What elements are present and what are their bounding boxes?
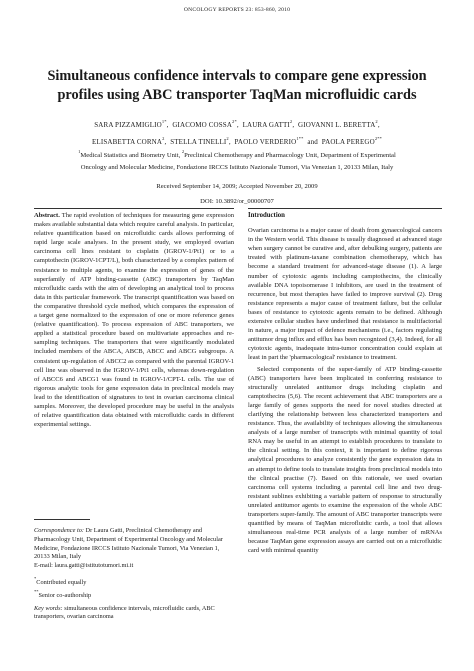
keywords-label: Key words: [34, 604, 63, 612]
affiliation-mark: 2 [181, 149, 185, 154]
affiliation-line-1 [28, 146, 446, 162]
correspondence-email: E-mail: laura.gatti@istitutotumori.mi.it [34, 562, 134, 570]
introduction-column [248, 211, 442, 555]
running-head: ONCOLOGY REPORTS 23: 853-860, 2010 [183, 7, 291, 13]
abstract-label: Abstract. [34, 212, 60, 219]
author-name: GIACOMO COSSA [172, 121, 233, 129]
author-name: LAURA GATTI [242, 121, 290, 129]
author-affiliation-mark: 2 [289, 119, 293, 124]
correspondence [34, 527, 234, 571]
affiliation-text: Medical Statistics and Biometry Unit, [80, 152, 182, 159]
author-name: SARA PIZZAMIGLIO [94, 121, 162, 129]
title-line-1: Simultaneous confidence intervals to compare gene expression [47, 68, 427, 84]
abstract-text: The rapid evolution of techniques for measuring gene expression makes available substantial data which require careful analysis. In particular, relative quantification based on microfluidic cards allows performing of rapid large scale analyses. In the present study, we employed ovarian carcinoma cell lines resistant to cisplatin (IGROV-1/Pt1) or to a camptothecin (IGROV-1CPT/L), both characterized by a complex pattern of resistance to multiple agents, to examine the expression of genes of the superfamily of ATP binding-cassette (ABC) transporters by TaqMan microfluidic cards with the aim of developing an analytical tool to process data in this particular framework. The transcript quantification was based on the comparative threshold cycle method, which compares the expression of a target gene normalized to the expression of one or more reference genes (relative quantification). To process expression of ABC transporters, we applied a statistical procedure based on multivariate approaches and re-sampling techniques. The transporters that were significantly modulated included members of the ABCA, ABCB, ABCC and ABCG subgroups. A consistent up-regulation of ABCC2 as compared with the parental IGROV-1 cell line was observed in the IGROV-1/Pt1 cells, whereas down-regulation of ABCC6 and ABCG1 was found in IGROV-1/CPT-L cells. The use of rigorous analytic tools for gene expression data in preclinical models may lead to the identification of signatures to test in ovarian carcinoma clinical samples. Moreover, the developed procedure may be useful in the analysis of relative quantification data obtained with microfluidic cards in different experimental settings. [34, 212, 234, 429]
author-name: GIOVANNI L. BERETTA [298, 121, 376, 129]
author-name: ELISABETTA CORNA [91, 138, 163, 146]
footnotes [34, 527, 234, 626]
author-conjunction: and [307, 138, 318, 146]
correspondence-text: Dr Laura Gatti, Preclinical Chemotherapy and Pharmacology Unit, Department of Experimental Oncology and Molecular Medicine, Fondazione IRCCS Istituto Nazionale Tumori, Via Venezian 1, 20133 Milan, Italy [34, 527, 223, 561]
contributed-equally-note: Contributed equally [36, 578, 87, 586]
introduction-top-rule [248, 208, 442, 209]
author-list [20, 115, 454, 149]
note-mark: * [34, 575, 37, 581]
senior-coauthorship-note: Senior co-authorship [38, 591, 92, 599]
author-notes [34, 575, 234, 601]
received-accepted-dates: Received September 14, 2009; Accepted November 20, 2009 [156, 183, 318, 190]
correspondence-label: Correspondence to: [34, 527, 84, 534]
author-name: PAOLA PEREGO [321, 138, 375, 146]
note-mark: ** [34, 588, 39, 594]
author-affiliation-mark: 2 [375, 119, 378, 124]
abstract-column [34, 211, 234, 429]
article-title [20, 67, 454, 104]
affiliation-text: Preclinical Chemotherapy and Pharmacology Unit, Department of Experimental [184, 152, 396, 159]
introduction-heading: Introduction [248, 212, 285, 219]
author-affiliation-mark: 2* [232, 119, 237, 124]
author-affiliation-mark: 1** [296, 136, 304, 141]
author-affiliation-mark: 1* [161, 119, 167, 124]
introduction-paragraph-1: Ovarian carcinoma is a major cause of death from gynaecological cancers in the Western world. This disease is usually diagnosed at advanced stage when surgery cannot be curative and, after debulking surgery, patients are treated with platinum-taxane combination chemotherapy, which has become a standard treatment for advanced-stage disease (1). A large number of cytotoxic agents including camptothecins, the clinically available DNA topoisomerase I inhibitors, are used in the treatment of recurrence, but most therapies have failed to improve survival (2). Drug resistance represents a major cause of treatment failure, but the cellular bases of resistance to cytotoxic agents remain to be defined. Although extensive cellular studies have underlined that resistance is multifactorial in nature, a major impact of defence mechanisms (i.e., factors regulating antitumor drug influx and efflux has been recognized (3,4). Indeed, for all cytotoxic agents, inadequate intra-tumor concentration could explain at least in part the 'pharmacological' resistance to treatment. [248, 227, 442, 362]
introduction-paragraph-2: Selected components of the super-family of ATP binding-cassette (ABC) transporters have been implicated in conferring resistance to structurally unrelated antitumor drugs including cisplatin and camptothecins (5,6). The recent achievement that ABC transporters are a large family of genes supports the need for novel studies directed at clarifying the relationship between less characterized transporters and resistance. Thus, the availability of techniques allowing the simultaneous analysis of a large number of transcripts with minimal quantity of total RNA may be useful in an attempt to establish procedures to translate to the clinical setting. In this context, it is important to define rigorous analytical procedures to analyze consistently the gene expression data in an attempt to define tools to translate insights from preclinical models into the clinical practise (7). Based on this rationale, we used ovarian carcinoma cell systems including a parental cell line and two drug-resistant sublines exhibiting a variable pattern of response to structurally unrelated antitumor agents to examine the expression of the whole ABC transporters super-family. The amount of ABC transporter transcripts were quantified by means of TaqMan microfluidic cards, a tool that allows simultaneous real-time PCR analysis of a large number of mRNAs because TaqMan gene expression assays are carried out on a microfluidic card with minimal quantity [248, 365, 442, 555]
author-affiliation-mark: 2 [226, 136, 229, 141]
footnote-rule [34, 519, 90, 520]
title-line-2: profiles using ABC transporter TaqMan microfluidic cards [57, 86, 417, 103]
author-affiliation-mark: 2 [162, 136, 165, 141]
affiliations [28, 146, 446, 174]
abstract [34, 211, 234, 429]
keywords [34, 605, 234, 623]
author-line-1: SARA $PIZZAMIGLIO^{1*}$, GIACOMO $COSSA^{2*}$, LAURA GATTI$^2$, GIOVANNI L. BERETTA$^2$, [94, 119, 380, 129]
affiliation-line-2: Oncology and Molecular Medicine, Fondazione IRCCS Istituto Nazionale Tumori, Via Venezian 1, 20133 Milan, Italy [80, 164, 394, 171]
author-name: PAOLO VERDERIO [234, 138, 297, 146]
keywords-text: simultaneous confidence intervals, microfluidic cards, ABC transporters, ovarian carcinoma [34, 604, 215, 621]
author-name: STELLA TINELLI [170, 138, 227, 146]
author-affiliation-mark: 2** [374, 136, 383, 141]
doi: DOI: 10.3892/or_00000707 [200, 198, 274, 205]
abstract-top-rule [34, 208, 234, 209]
author-line-2: ELISABETTA CORNA$^2$, STELLA TINELLI$^2$, PAOLO $VERDERIO^{1**}$ and PAOLA $PEREGO^{2**}$ [91, 136, 383, 146]
affiliation-mark: 1 [78, 149, 81, 154]
